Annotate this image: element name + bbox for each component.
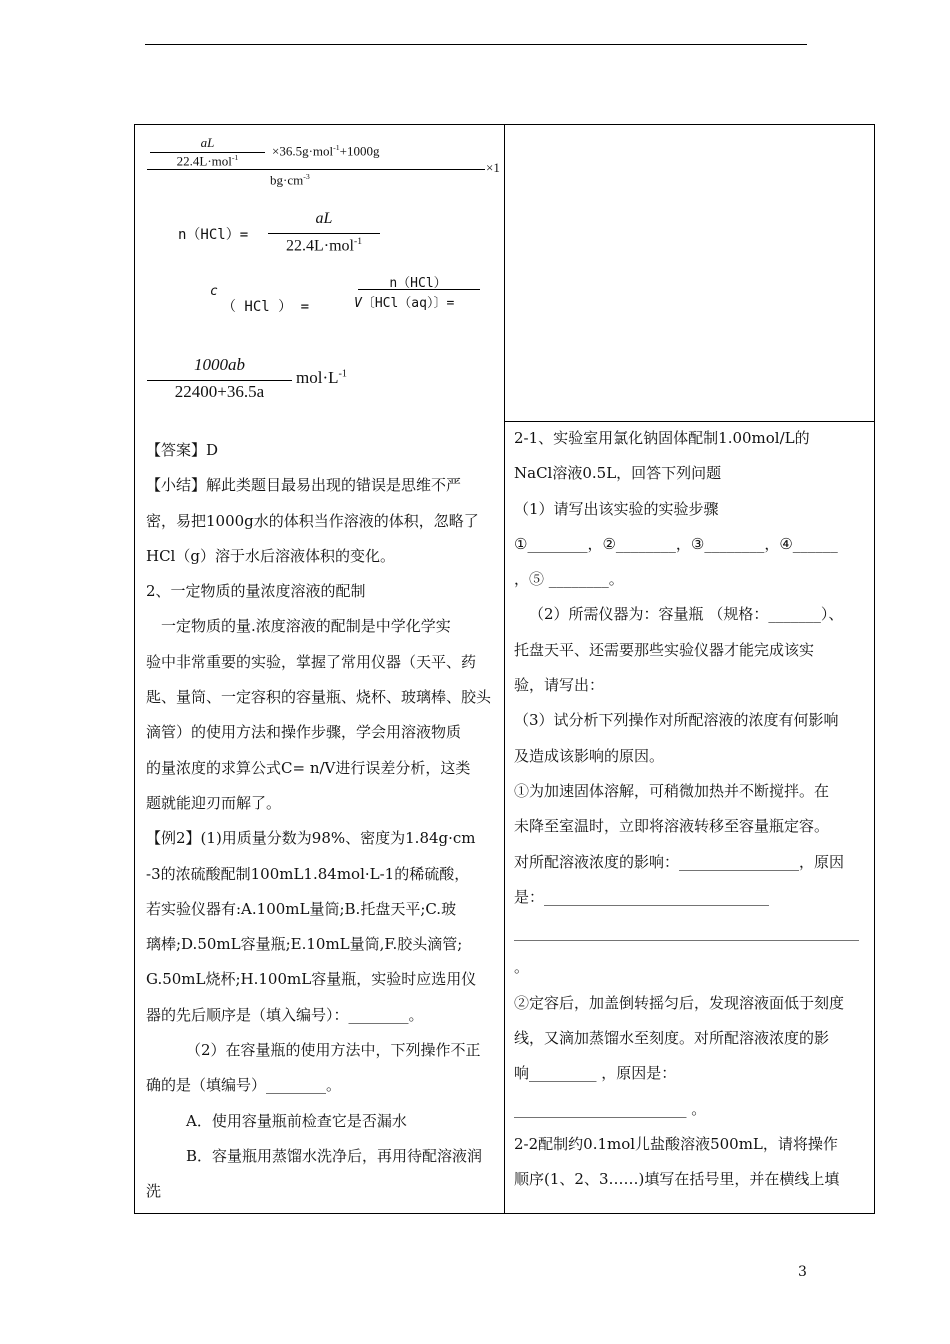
text-line: （2）所需仪器为：容量瓶 （规格：_______）、 [529,605,844,624]
text-line: 滴管）的使用方法和操作步骤，学会用溶液物质 [146,723,462,742]
right-column-text [514,421,870,1198]
text-line: 器的先后顺序是（填入编号）：________。 [146,1005,424,1024]
text-line: ______________________________________________ [514,923,859,942]
f1-denominator: $bg\cdot cm^{-3}$ [270,172,310,188]
text-line: 一定物质的量.浓度溶液的配制是中学化学实 [161,617,451,636]
column-divider [504,124,505,1214]
option-b: B．容量瓶用蒸馏水洗净后，再用待配溶液润 [186,1146,483,1165]
f1-tail: ×1 [486,160,500,175]
f3-numerator: n（HCl） [389,276,447,291]
text-line: 响_________ ，原因是： [514,1064,677,1083]
steps-blanks: ①________，②________，③________，④______ [514,534,838,553]
text-line: 。 [514,958,530,977]
text-line: 验中非常重要的实验，掌握了常用仪器（天平、药 [146,652,477,671]
page-number: 3 [798,1264,807,1280]
question-heading: 2-2配制约0.1mol儿盐酸溶液500mL，请将操作 [514,1134,838,1153]
option-a: A．使用容量瓶前检查它是否漏水 [186,1111,407,1130]
text-line: 未降至室温时，立即将溶液转移至容量瓶定容。 [514,817,830,836]
text-line: 顺序(1、2、3……)填写在括号里，并在横线上填 [514,1170,840,1189]
text-line: 璃棒;D.50mL容量瓶;E.10mL量筒,F.胶头滴管; [146,935,463,954]
text-line: 密，易把1000g水的体积当作溶液的体积，忽略了 [146,511,479,530]
steps-blanks: ，⑤ ________。 [514,570,624,589]
text-line: 洗 [146,1182,162,1201]
f4-numerator: 1000ab [194,355,245,374]
text-line: 托盘天平、还需要那些实验仪器才能完成该实 [514,640,815,659]
f3-lhs: （ HCl ） = [222,299,310,315]
f4-line [147,380,292,381]
f4-unit: $mol\cdot L^{-1}$ [296,368,347,387]
f1-main-line [147,169,485,170]
f2-numerator: aL [315,210,333,227]
text-line: ②定容后，加盖倒转摇匀后，发现溶液面低于刻度 [514,993,845,1012]
text-line: _______________________ 。 [514,1099,707,1118]
text-line: 对所配溶液浓度的影响：________________，原因 [514,852,845,871]
left-column-text [146,433,498,1210]
text-line: 线，又滴加蒸馏水至刻度。对所配溶液浓度的影 [514,1029,830,1048]
text-line: ①为加速固体溶解，可稍微加热并不断搅拌。在 [514,781,830,800]
f3-c: c [210,284,218,299]
answer-line: 【答案】D [146,441,219,459]
f2-lhs: n（HCl）= [178,227,249,243]
f1-inner-numerator: aL [200,135,215,150]
header-rule [145,44,807,45]
text-line: NaCl溶液0.5L，回答下列问题 [514,464,722,483]
f1-numerator-rest: ×36.5g·mol$^{-1}$+1000g [272,143,380,159]
f4-denominator: 22400+36.5a [174,382,265,401]
f2-line [268,233,380,234]
text-line: G.50mL烧杯;H.100mL容量瓶，实验时应选用仪 [146,970,477,989]
section-heading: 2、一定物质的量浓度溶液的配制 [146,582,366,601]
example-heading: 【例2】(1)用质量分数为98%、密度为1.84g·cm [146,829,476,848]
text-line: 验，请写出： [514,676,605,695]
f2-denominator: 22.4L·mol$^{-1}$ [286,236,362,255]
f1-inner-denominator: 22.4L·mol$^{-1}$ [176,153,239,169]
text-line: -3的浓硫酸配制100mL1.84mol·L-1的稀硫酸， [146,864,470,883]
text-line: 确的是（填编号）________。 [146,1076,342,1095]
text-line: （2）在容量瓶的使用方法中，下列操作不正 [186,1041,481,1060]
text-line: 是：______________________________ [514,887,770,906]
text-line: HCl（g）溶于水后溶液体积的变化。 [146,546,395,565]
text-line: 若实验仪器有:A.100mL量筒;B.托盘天平;C.玻 [146,899,457,918]
f3-line [358,289,480,290]
question-heading: 2-1、实验室用氯化钠固体配制1.00mol/L的 [514,429,810,447]
text-line: 的量浓度的求算公式C= n/V进行误差分析，这类 [146,758,471,777]
f3-denominator: V〔HCl（aq）〕= [354,296,455,311]
summary-line: 【小结】解此类题目最易出现的错误是思维不严 [146,476,462,495]
text-line: （3）试分析下列操作对所配溶液的浓度有何影响 [514,711,839,730]
text-line: （1）请写出该实验的实验步骤 [514,499,719,518]
text-line: 及造成该影响的原因。 [514,746,665,765]
text-line: 匙、量筒、一定容积的容量瓶、烧杯、玻璃棒、胶头 [146,688,492,707]
text-line: 题就能迎刃而解了。 [146,793,282,812]
